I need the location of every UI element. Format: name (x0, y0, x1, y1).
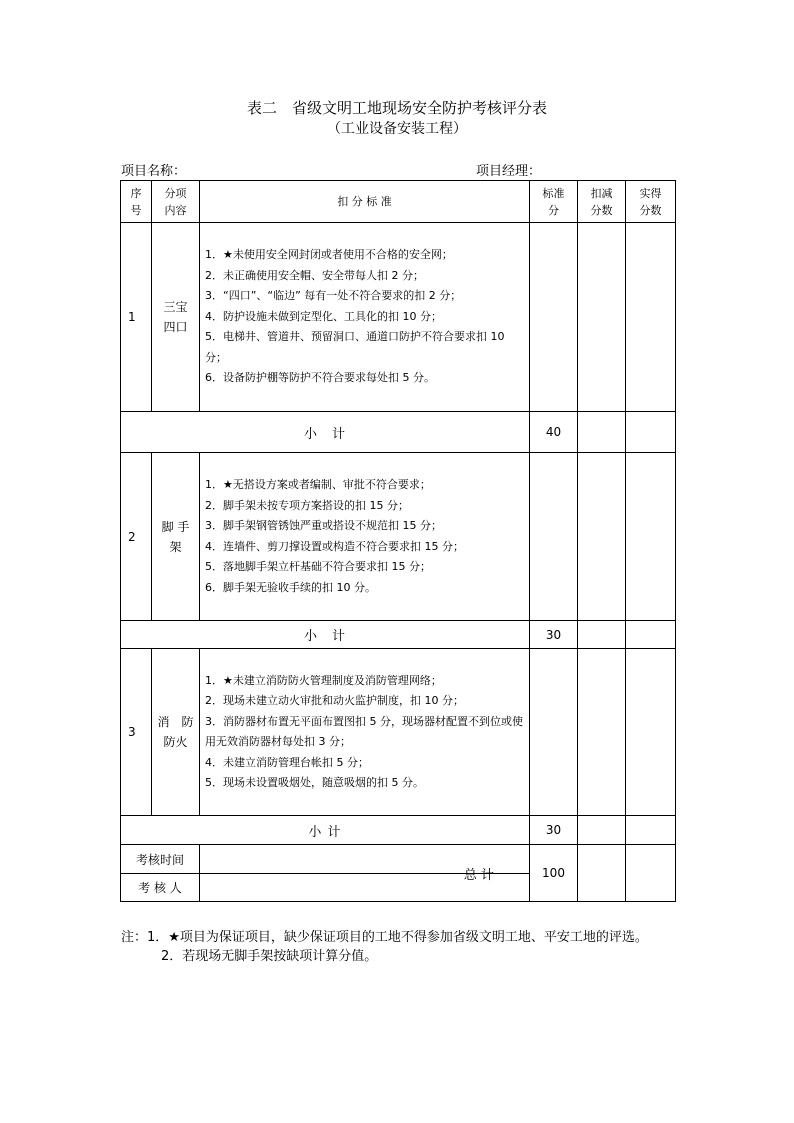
section-item-text: 消 防 防火 (157, 715, 194, 749)
deduct-cell[interactable] (578, 223, 626, 412)
header-actual (626, 181, 676, 223)
criteria-line: 1．★无搭设方案或者编制、审批不符合要求； (205, 478, 431, 491)
section-seq: 1 (121, 223, 152, 412)
total-deduct-cell[interactable] (578, 845, 626, 902)
header-deduct-text: 扣减 分数 (590, 186, 613, 217)
section-item-text: 三宝 四口 (163, 300, 188, 334)
section-item (152, 453, 200, 621)
actual-cell[interactable] (626, 412, 676, 453)
header-standard (530, 181, 578, 223)
subtotal-label: 小 计 (121, 621, 530, 649)
note-line: 注：1．★项目为保证项目，缺少保证项目的工地不得参加省级文明工地、平安工地的评选。 (121, 930, 648, 945)
deduct-cell[interactable] (578, 453, 626, 621)
criteria-line: 2．未正确使用安全帽、安全带每人扣 2 分； (205, 268, 424, 282)
criteria-line: 1．★未使用安全网封闭或者使用不合格的安全网； (205, 248, 453, 262)
section-criteria (200, 223, 530, 412)
criteria-line: 6．设备防护棚等防护不符合要求每处扣 5 分。 (205, 371, 435, 385)
header-actual-text: 实得 分数 (639, 186, 662, 217)
assess-time-label: 考核时间 (121, 845, 200, 874)
deduct-cell[interactable] (578, 816, 626, 845)
assess-time-row (121, 845, 676, 874)
subtotal-row (121, 412, 676, 453)
header-row (121, 181, 676, 223)
page-title: 表二 省级文明工地现场安全防护考核评分表 (246, 99, 547, 117)
header-criteria: 扣 分 标 准 (200, 181, 530, 223)
section-item (152, 649, 200, 816)
criteria-line: 4．连墙件、剪刀撑设置或构造不符合要求扣 15 分； (205, 539, 464, 553)
notes (121, 928, 648, 966)
project-name-label: 项目名称： (121, 164, 187, 179)
section-row (121, 649, 676, 816)
subtotal-value: 40 (530, 412, 578, 453)
subtotal-row (121, 621, 676, 649)
section-seq: 3 (121, 649, 152, 816)
actual-cell[interactable] (626, 816, 676, 845)
total-value: 100 (530, 845, 578, 902)
header-item-text: 分项 内容 (164, 186, 187, 217)
criteria-line: 3．脚手架钢管锈蚀严重或搭设不规范扣 15 分； (205, 519, 442, 532)
deduct-cell[interactable] (578, 621, 626, 649)
criteria-line: 6．脚手架无验收手续的扣 10 分。 (205, 580, 376, 594)
standard-cell[interactable] (530, 649, 578, 816)
deduct-cell[interactable] (578, 649, 626, 816)
section-criteria (200, 649, 530, 816)
standard-cell[interactable] (530, 223, 578, 412)
actual-cell[interactable] (626, 453, 676, 621)
deduct-cell[interactable] (578, 412, 626, 453)
actual-cell[interactable] (626, 649, 676, 816)
section-row (121, 223, 676, 412)
section-item-text: 脚 手 架 (161, 519, 190, 554)
subtotal-label: 小 计 (121, 412, 530, 453)
criteria-line: 3．“四口”、“临边” 每有一处不符合要求的扣 2 分； (205, 289, 462, 303)
section-criteria (200, 453, 530, 621)
page-subtitle: （工业设备安装工程） (327, 121, 467, 137)
subtotal-label: 小 计 (121, 816, 530, 845)
header-deduct (578, 181, 626, 223)
criteria-line: 2．脚手架未按专项方案搭设的扣 15 分； (205, 498, 409, 512)
header-seq-text: 序 号 (130, 186, 142, 217)
criteria-line: 4．防护设施未做到定型化、工具化的扣 10 分； (205, 309, 442, 323)
criteria-line: 2．现场未建立动火审批和动火监护制度，扣 10 分； (205, 694, 464, 707)
section-item (152, 223, 200, 412)
criteria-line: 1．★未建立消防防火管理制度及消防管理网络； (205, 673, 442, 687)
score-table (120, 180, 676, 902)
standard-cell[interactable] (530, 453, 578, 621)
project-manager-label: 项目经理： (476, 164, 542, 179)
subtotal-row (121, 816, 676, 845)
criteria-line: 3．消防器材布置无平面布置图扣 5 分，现场器材配置不到位或使用无效消防器材每处扣 3 分； (205, 714, 523, 748)
total-label: 总 计 (463, 868, 495, 883)
actual-cell[interactable] (626, 621, 676, 649)
criteria-line: 4．未建立消防管理台帐扣 5 分； (205, 755, 369, 769)
note-line: 2．若现场无脚手架按缺项计算分值。 (161, 949, 378, 964)
section-row (121, 453, 676, 621)
criteria-line: 5．电梯井、管道井、预留洞口、通道口防护不符合要求扣 10 分； (205, 330, 508, 364)
total-actual-cell[interactable] (626, 845, 676, 902)
actual-cell[interactable] (626, 223, 676, 412)
header-standard-text: 标准 分 (542, 186, 565, 217)
assessor-label: 考 核 人 (121, 874, 200, 902)
criteria-line: 5．现场未设置吸烟处，随意吸烟的扣 5 分。 (205, 776, 424, 789)
subtotal-value: 30 (530, 621, 578, 649)
header-seq (121, 181, 152, 223)
subtotal-value: 30 (530, 816, 578, 845)
section-seq: 2 (121, 453, 152, 621)
criteria-line: 5．落地脚手架立杆基础不符合要求扣 15 分； (205, 560, 431, 573)
header-item (152, 181, 200, 223)
